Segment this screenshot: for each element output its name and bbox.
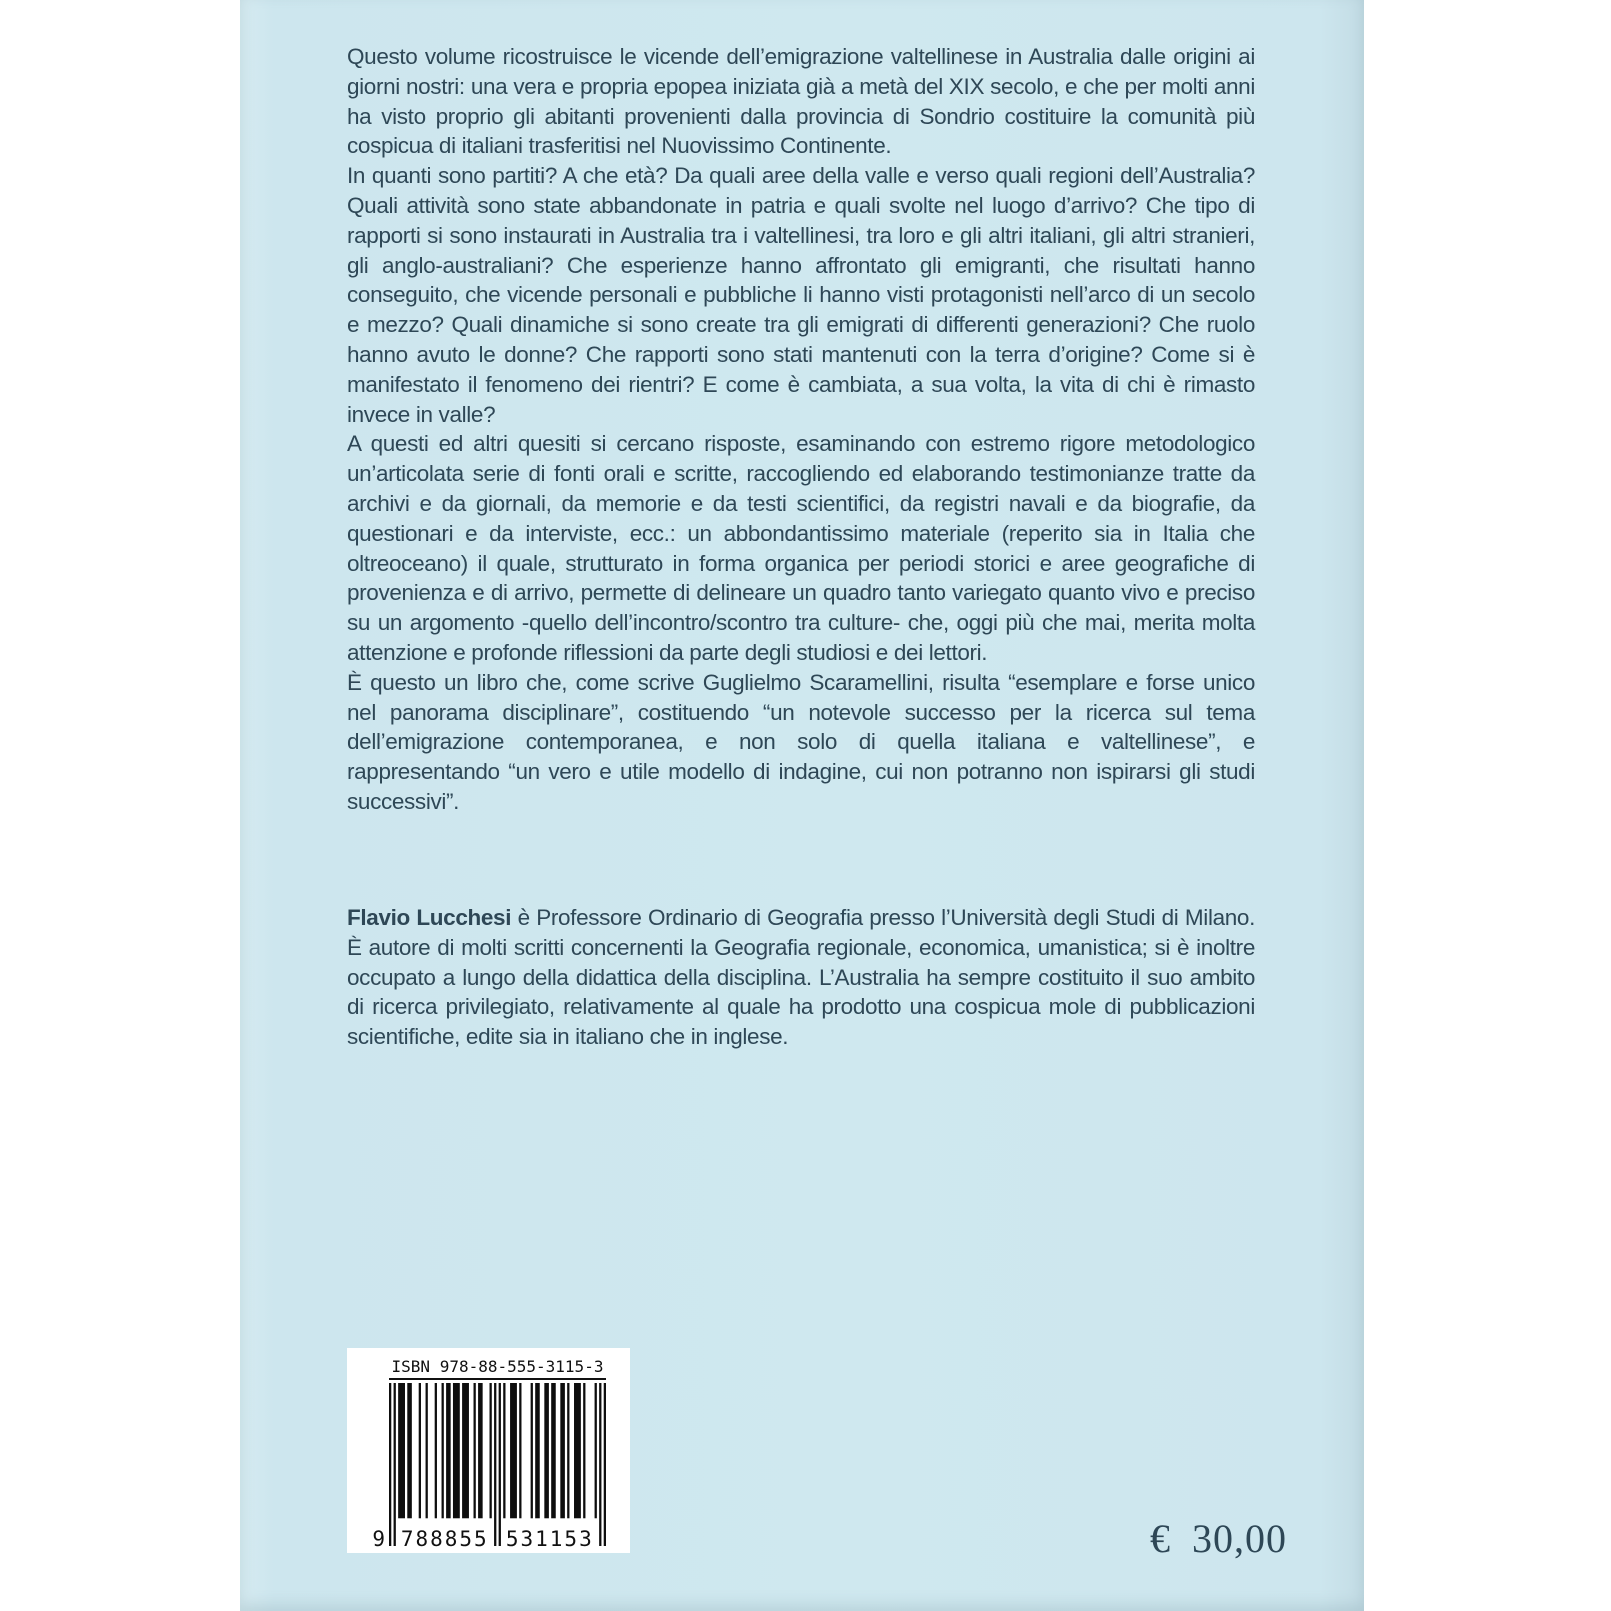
description-paragraph: In quanti sono partiti? A che età? Da quali aree della valle e verso quali regioni dell’Australia? Quali attività sono state abbandonate in patria e quali svolte nel luogo d’arrivo? Che tipo di rapporti si sono instaurati in Australia tra i valtellinesi, tra loro e gli altri italiani, gli altri stranieri, gli anglo-australiani? Che esperienze hanno affrontato gli emigranti, che risultati hanno conseguito, che vicende personali e pubbliche li hanno visti protagonisti nell’arco di un secolo e mezzo? Quali dinamiche si sono create tra gli emigrati di differenti generazioni? Che ruolo hanno avuto le donne? Che rapporti sono stati mantenuti con la terra d’origine? Come si è manifestato il fenomeno dei rientri? E come è cambiata, a sua volta, la vita di chi è rimasto invece in valle? bbox=[347, 163, 1255, 427]
isbn-label: ISBN 978-88-555-3115-3 bbox=[389, 1357, 606, 1380]
book-back-cover bbox=[240, 0, 1364, 1611]
author-name: Flavio Lucchesi bbox=[347, 905, 512, 930]
author-bio-text: è Professore Ordinario di Geografia presso l’Università degli Studi di Milano. È autore di molti scritti concernenti la Geografia regionale, economica, umanistica; si è inoltre occupato a lungo della didattica della disciplina. L’Australia ha sempre costituito il suo ambito di ricerca privilegiato, relativamente al quale ha prodotto una cospicua mole di pubblicazioni scientifiche, edite sia in italiano che in inglese. bbox=[347, 905, 1255, 1050]
description-paragraph: A questi ed altri quesiti si cercano risposte, esaminando con estremo rigore metodologico un’articolata serie di fonti orali e scritte, raccogliendo ed elaborando testimonianze tratte da archivi e da giornali, da memorie e da testi scientifici, da registri navali e da biografie, da questionari e da interviste, ecc.: un abbondantissimo materiale (reperito sia in Italia che oltreoceano) il quale, strutturato in forma organica per periodi storici e aree geografiche di provenienza e di arrivo, permette di delineare un quadro tanto variegato quanto vivo e preciso su un argomento -quello dell’incontro/scontro tra culture- che, oggi più che mai, merita molta attenzione e profonde riflessioni da parte degli studiosi e dei lettori. bbox=[347, 431, 1255, 665]
barcode-digit-left: 9 bbox=[372, 1527, 385, 1551]
description-paragraph: È questo un libro che, come scrive Guglielmo Scaramellini, risulta “esemplare e forse unico nel panorama disciplinare”, costituendo “un notevole successo per la ricerca sul tema dell’emigrazione contemporanea, e non solo di quella italiana e valtellinese”, e rappresentando “un vero e utile modello di indagine, cui non potranno non ispirarsi gli studi successivi”. bbox=[347, 669, 1255, 814]
price-label: € 30,00 bbox=[1150, 1516, 1287, 1561]
author-bio bbox=[347, 903, 1255, 1052]
barcode bbox=[372, 1383, 606, 1551]
barcode-digits-group2: 531153 bbox=[505, 1527, 594, 1551]
isbn-box bbox=[347, 1348, 630, 1553]
description-paragraph: Questo volume ricostruisce le vicende dell’emigrazione valtellinese in Australia dalle origini ai giorni nostri: una vera e propria epopea iniziata già a metà del XIX secolo, e che per molti anni ha visto proprio gli abitanti provenienti dalla provincia di Sondrio costituire la comunità più cospicua di italiani trasferitisi nel Nuovissimo Continente. bbox=[347, 44, 1255, 159]
description-text bbox=[347, 42, 1255, 817]
barcode-digits-group1: 788855 bbox=[400, 1527, 489, 1551]
author-bio-paragraph bbox=[347, 903, 1255, 1052]
